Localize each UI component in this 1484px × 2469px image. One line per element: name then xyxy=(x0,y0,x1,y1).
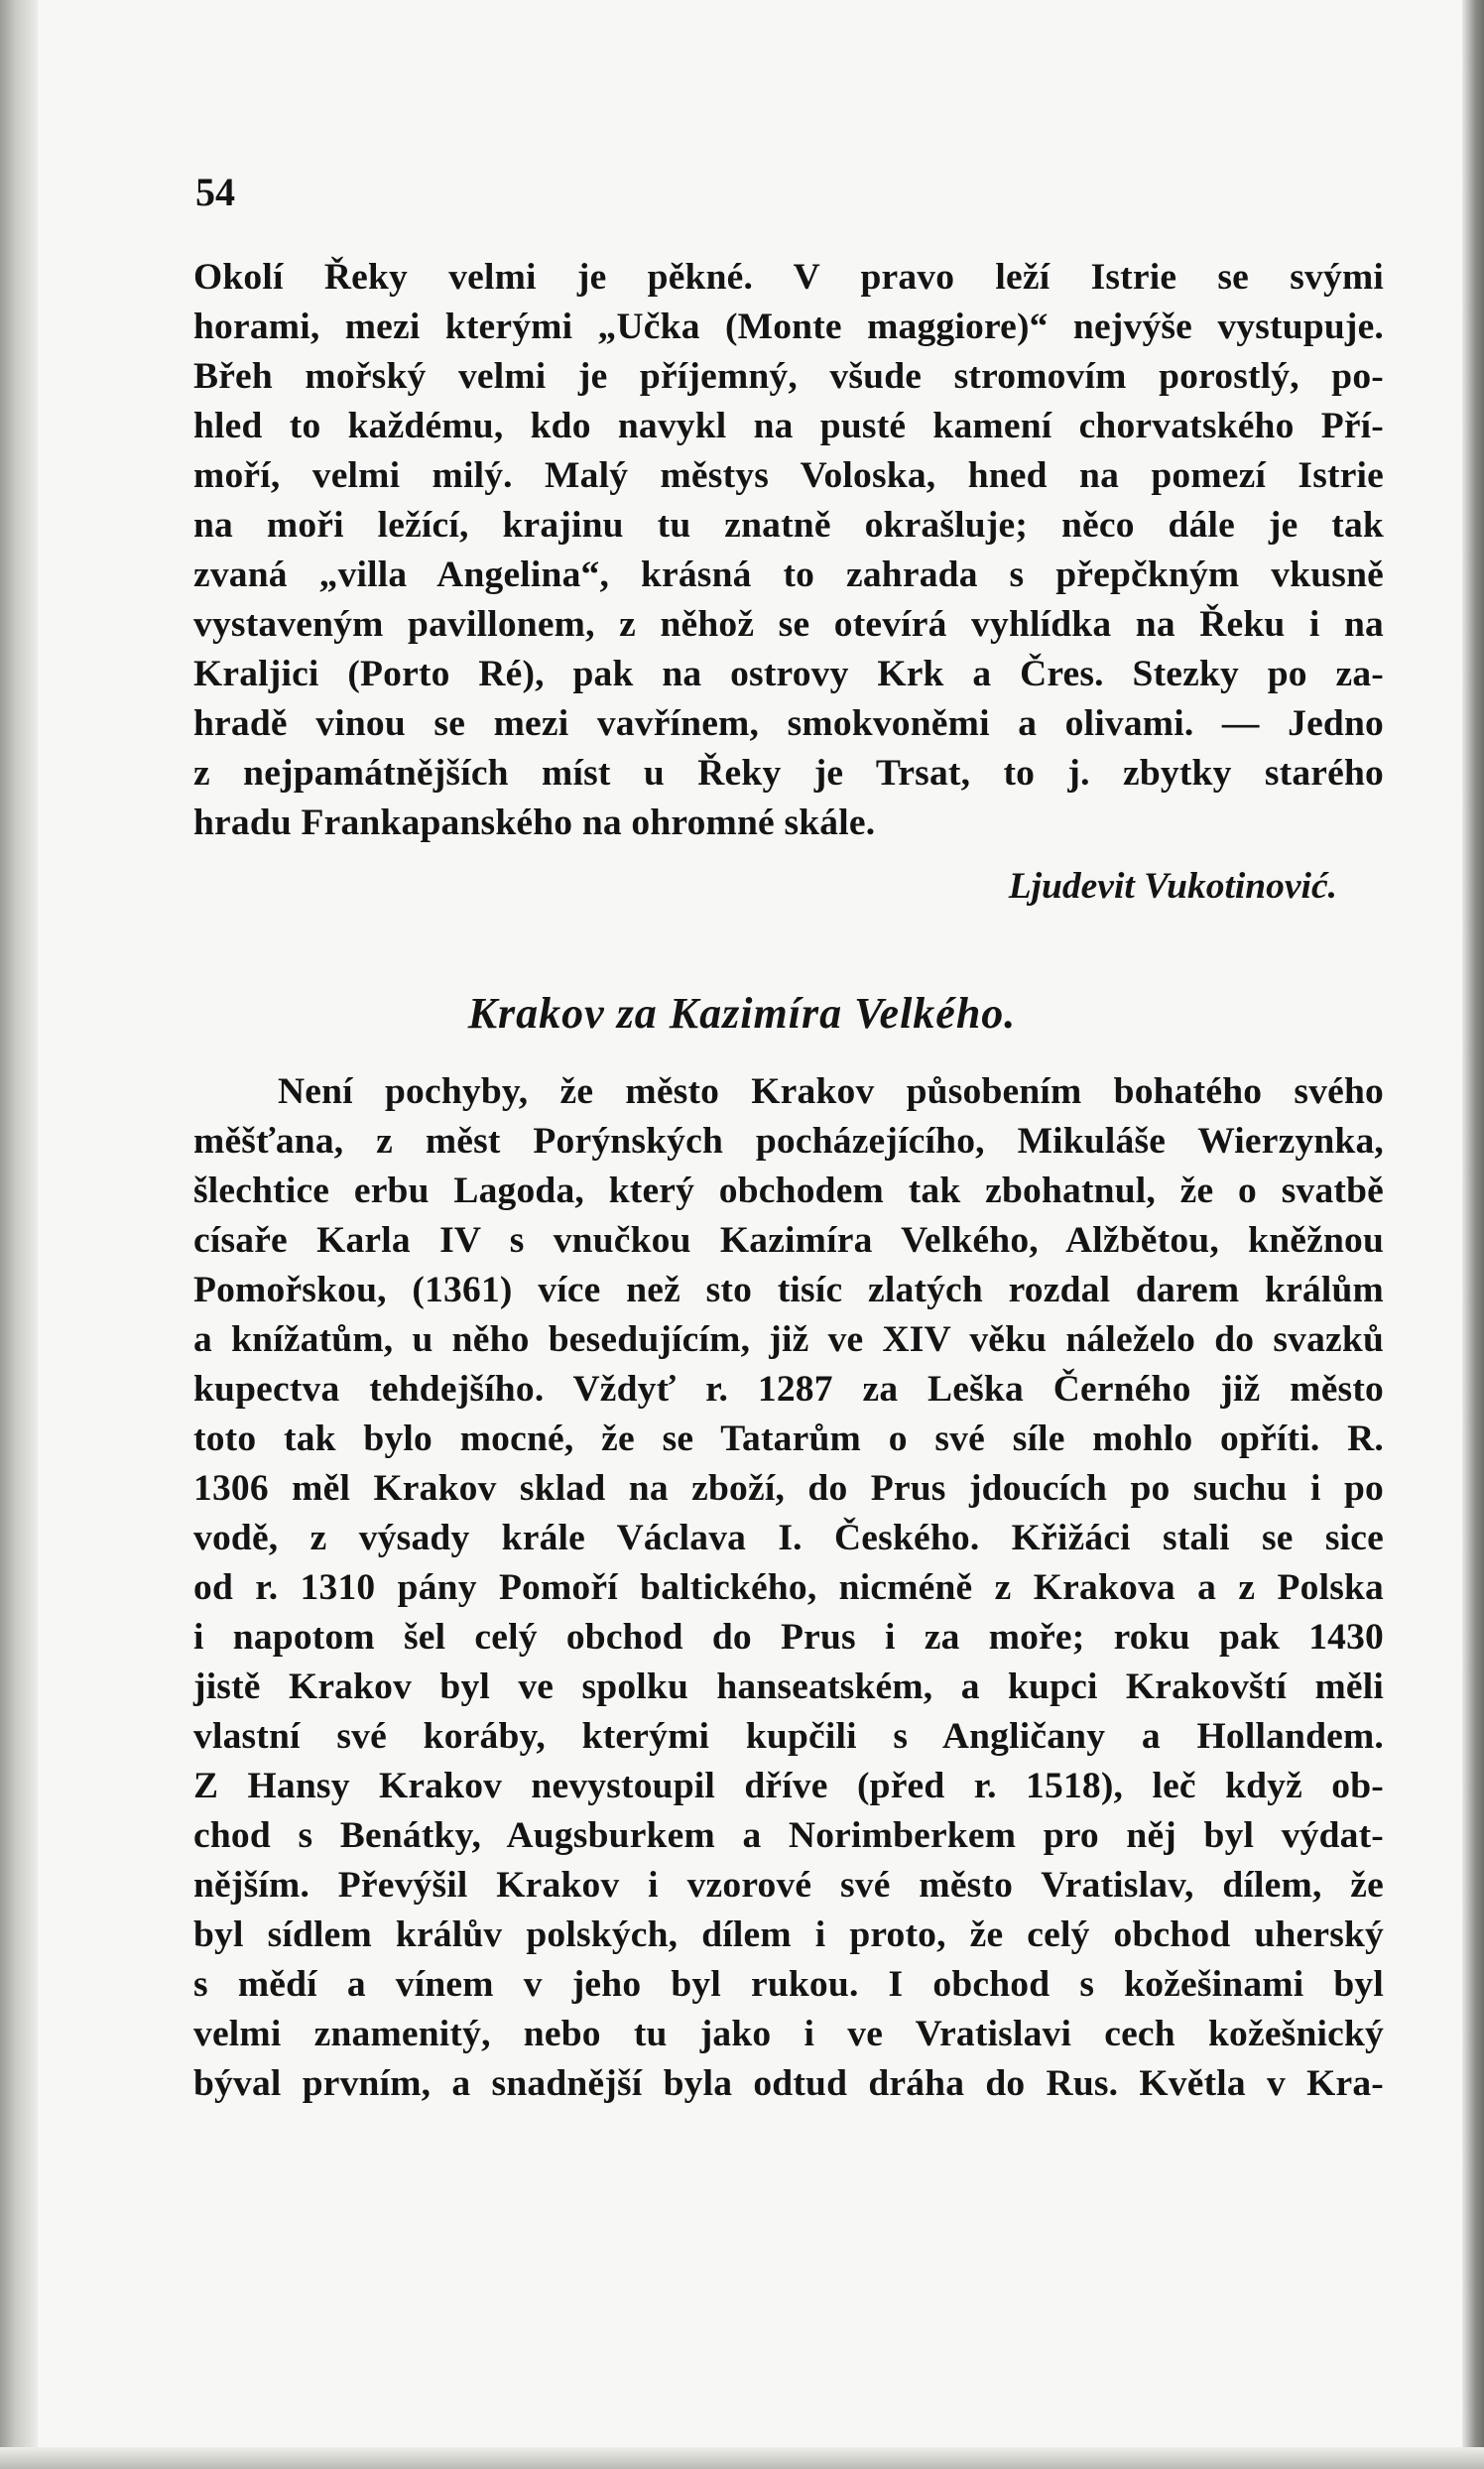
text-line: od r. 1310 pány Pomoří baltického, nicméně z Krakova a z Polska xyxy=(193,1567,1384,1608)
text-line: vystaveným pavillonem, z něhož se otevírá vyhlídka na Řeku i na xyxy=(193,604,1384,645)
page-edge-right xyxy=(1462,0,1484,2469)
text-line: Pomořskou, (1361) více než sto tisíc zlatých rozdal darem králům xyxy=(193,1270,1384,1310)
text-line: zvaná „villa Angelina“, krásná to zahrada s přepčkným vkusně xyxy=(193,555,1384,595)
page-number: 54 xyxy=(195,170,235,214)
text-line: s mědí a vínem v jeho byl rukou. I obchod s kožešinami byl xyxy=(193,1964,1384,2005)
text-line: 1306 měl Krakov sklad na zboží, do Prus jdoucích po suchu i po xyxy=(193,1468,1384,1509)
text-line: šlechtice erbu Lagoda, který obchodem tak zbohatnul, že o svatbě xyxy=(193,1171,1384,1211)
text-line: Z Hansy Krakov nevystoupil dříve (před r. 1518), leč když ob- xyxy=(193,1766,1384,1806)
text-line: Okolí Řeky velmi je pěkné. V pravo leží Istrie se svými xyxy=(193,257,1384,298)
author-signature: Ljudevit Vukotinović. xyxy=(1008,866,1337,907)
text-line: býval prvním, a snadnější byla odtud dráha do Rus. Květla v Kra- xyxy=(193,2063,1384,2104)
text-line: vodě, z výsady krále Václava I. Českého. Křižáci stali se sice xyxy=(193,1518,1384,1558)
paragraph-1 xyxy=(193,253,1384,848)
text-line: hled to každému, kdo navykl na pusté kamení chorvatského Pří- xyxy=(193,406,1384,446)
text-line: velmi znamenitý, nebo tu jako i ve Vratislavi cech kožešnický xyxy=(193,2014,1384,2054)
text-line: Břeh mořský velmi je příjemný, všude stromovím porostlý, po- xyxy=(193,356,1384,397)
text-line: moří, velmi milý. Malý městys Voloska, hned na pomezí Istrie xyxy=(193,455,1384,496)
text-line: hradě vinou se mezi vavřínem, smokvoněmi a olivami. — Jedno xyxy=(193,703,1384,744)
text-line: kupectva tehdejšího. Vždyť r. 1287 za Leška Černého již město xyxy=(193,1369,1384,1410)
text-line: z nejpamátnějších míst u Řeky je Trsat, to j. zbytky starého xyxy=(193,753,1384,794)
text-line: Kraljici (Porto Ré), pak na ostrovy Krk a Čres. Stezky po za- xyxy=(193,654,1384,694)
text-line: vlastní své koráby, kterými kupčili s Angličany a Hollandem. xyxy=(193,1716,1384,1757)
page-gutter-shadow xyxy=(0,0,38,2469)
section-title: Krakov za Kazimíra Velkého. xyxy=(467,989,1017,1038)
text-line: horami, mezi kterými „Učka (Monte maggiore)“ nejvýše vystupuje. xyxy=(193,307,1384,347)
text-line: i napotom šel celý obchod do Prus i za moře; roku pak 1430 xyxy=(193,1617,1384,1658)
text-line: císaře Karla IV s vnučkou Kazimíra Velkého, Alžbětou, kněžnou xyxy=(193,1220,1384,1261)
text-line: měšťana, z měst Porýnských pocházejícího, Mikuláše Wierzynka, xyxy=(193,1121,1384,1162)
text-line: na moři ležící, krajinu tu znatně okrašluje; něco dále je tak xyxy=(193,505,1384,546)
text-line: a knížatům, u něho besedujícím, již ve XIV věku náleželo do svazků xyxy=(193,1319,1384,1360)
text-line: hradu Frankapanského na ohromné skále. xyxy=(193,802,876,843)
text-line: nějším. Převýšil Krakov i vzorové své město Vratislav, dílem, že xyxy=(193,1865,1384,1906)
text-line: chod s Benátky, Augsburkem a Norimberkem pro něj byl výdat- xyxy=(193,1815,1384,1856)
text-line: Není pochyby, že město Krakov působením bohatého svého xyxy=(278,1071,1384,1112)
text-line: byl sídlem králův polských, dílem i proto, že celý obchod uherský xyxy=(193,1914,1384,1955)
paragraph-2 xyxy=(193,1067,1384,2109)
text-line: jistě Krakov byl ve spolku hanseatském, a kupci Krakovští měli xyxy=(193,1667,1384,1707)
page-edge-bottom xyxy=(0,2447,1484,2469)
text-line: toto tak bylo mocné, že se Tatarům o své síle mohlo opříti. R. xyxy=(193,1419,1384,1459)
